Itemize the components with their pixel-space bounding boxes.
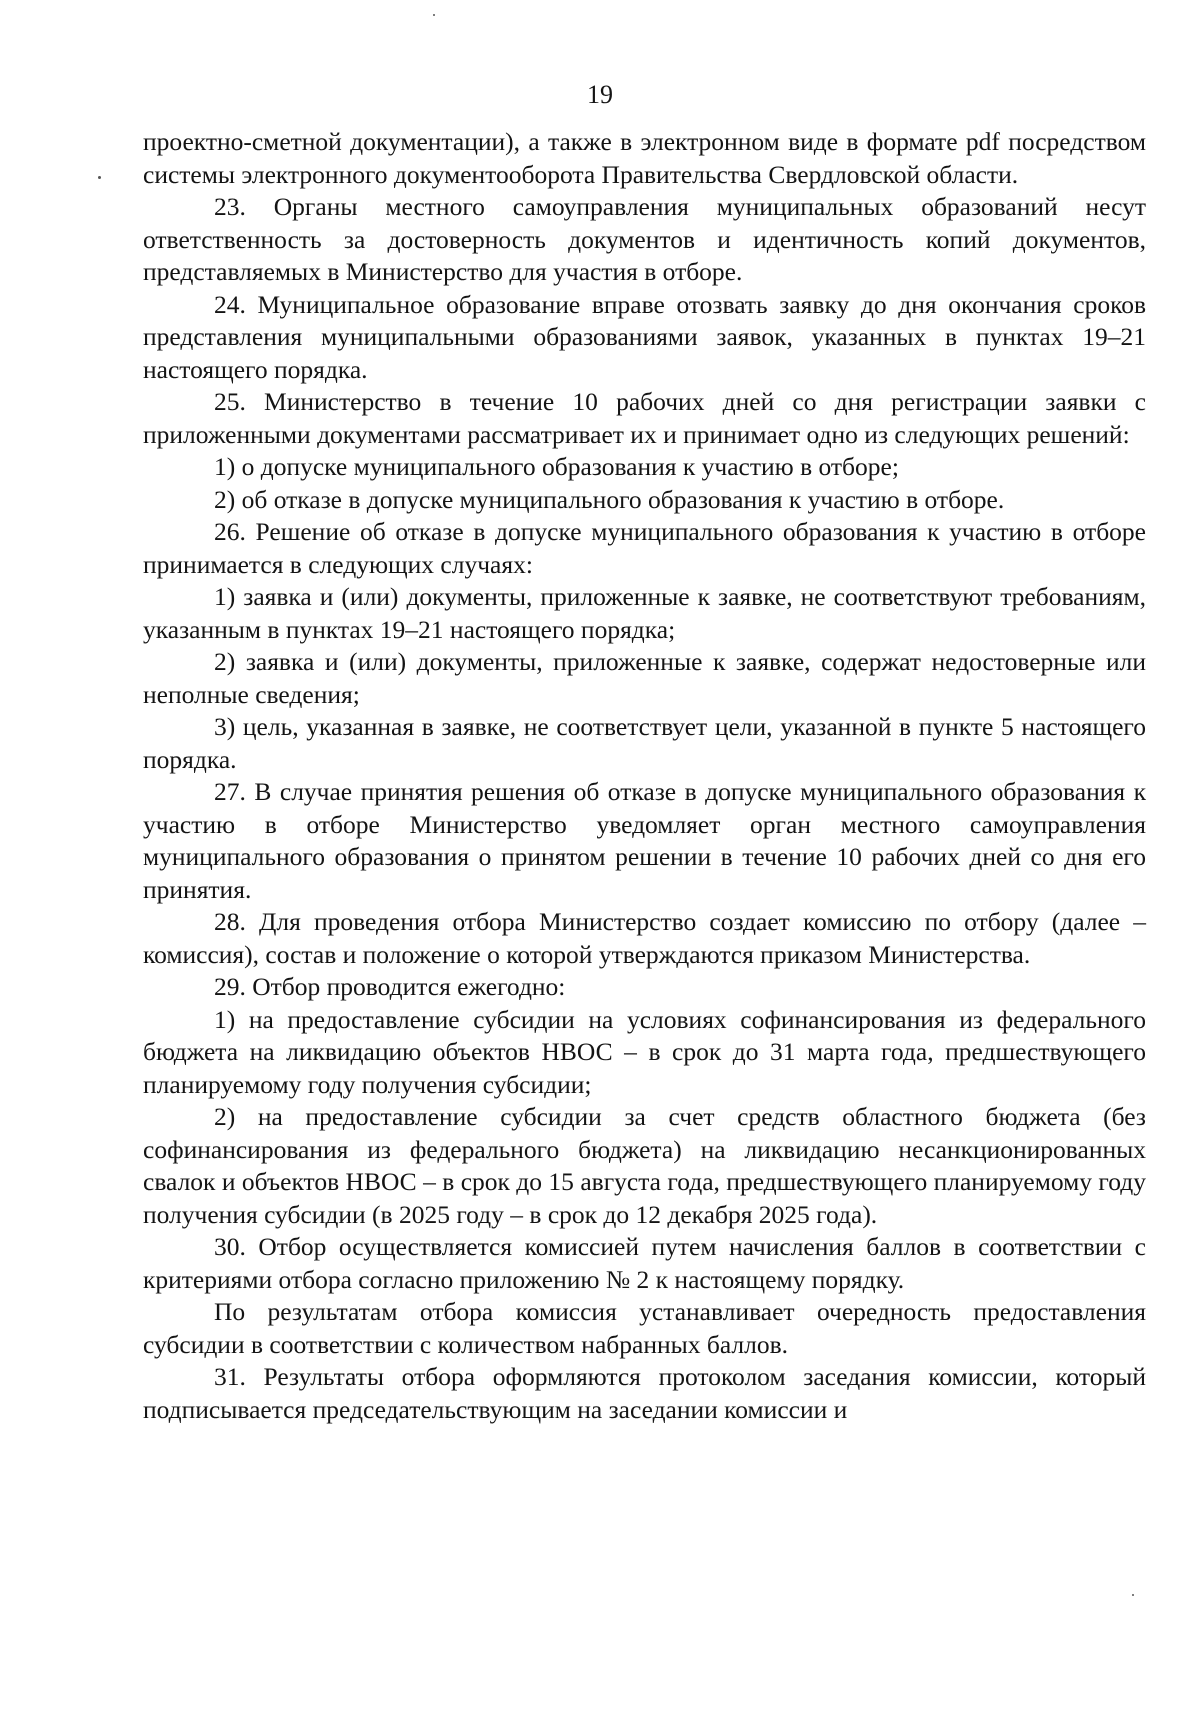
list-item: 2) на предоставление субсидии за счет средств областного бюджета (без софинансирования из федерального бюджета) на ликвидацию несанкционированных свалок и объектов НВОС – в срок до 15 августа года, предшествующего планируемому году получения субсидии (в 2025 году – в срок до 12 декабря 2025 года). <box>143 1102 1146 1229</box>
list-item: 2) об отказе в допуске муниципального образования к участию в отборе. <box>214 484 1005 514</box>
list-item: 3) цель, указанная в заявке, не соответствует цели, указанной в пункте 5 настоящего порядка. <box>143 712 1146 774</box>
list-item: 1) о допуске муниципального образования к участию в отборе; <box>214 452 899 481</box>
list-item: 2) заявка и (или) документы, приложенные к заявке, содержат недостоверные или неполные сведения; <box>143 647 1146 709</box>
paragraph: 28. Для проведения отбора Министерство создает комиссию по отбору (далее – комиссия), состав и положение о которой утверждаются приказом Министерства. <box>143 907 1146 969</box>
paragraph: проектно-сметной документации), а также в электронном виде в формате pdf посредством системы электронного документооборота Правительства Свердловской области. <box>143 127 1146 189</box>
scan-speck <box>98 176 101 179</box>
paragraph: 23. Органы местного самоуправления муниципальных образований несут ответственность за достоверность документов и идентичность копий документов, представляемых в Министерство для участия в отборе. <box>143 192 1146 286</box>
paragraph: 29. Отбор проводится ежегодно: <box>214 972 566 1001</box>
paragraph: 24. Муниципальное образование вправе отозвать заявку до дня окончания сроков представления муниципальными образованиями заявок, указанных в пунктах 19–21 настоящего порядка. <box>143 289 1146 384</box>
page-number: 19 <box>587 80 613 109</box>
scan-speck <box>433 14 435 16</box>
paragraph: 26. Решение об отказе в допуске муниципального образования к участию в отборе принимается в следующих случаях: <box>143 517 1146 579</box>
document-body <box>143 126 1146 1426</box>
paragraph: 27. В случае принятия решения об отказе в допуске муниципального образования к участию в отборе Министерство уведомляет орган местного самоуправления муниципального образования о принятом решении в течение 10 рабочих дней со дня его принятия. <box>143 777 1146 904</box>
paragraph: 31. Результаты отбора оформляются протоколом заседания комиссии, который подписывается председательствующим на заседании комиссии и <box>143 1362 1146 1424</box>
scan-speck <box>1132 1594 1134 1596</box>
paragraph: 25. Министерство в течение 10 рабочих дней со дня регистрации заявки с приложенными документами рассматривает их и принимает одно из следующих решений: <box>143 387 1146 449</box>
list-item: 1) заявка и (или) документы, приложенные к заявке, не соответствуют требованиям, указанным в пунктах 19–21 настоящего порядка; <box>143 582 1146 644</box>
list-item: 1) на предоставление субсидии на условиях софинансирования из федерального бюджета на ликвидацию объектов НВОС – в срок до 31 марта года, предшествующего планируемому году получения субсидии; <box>143 1004 1146 1099</box>
paragraph: По результатам отбора комиссия устанавливает очередность предоставления субсидии в соответствии с количеством набранных баллов. <box>143 1297 1146 1359</box>
paragraph: 30. Отбор осуществляется комиссией путем начисления баллов в соответствии с критериями отбора согласно приложению № 2 к настоящему порядку. <box>143 1232 1146 1294</box>
